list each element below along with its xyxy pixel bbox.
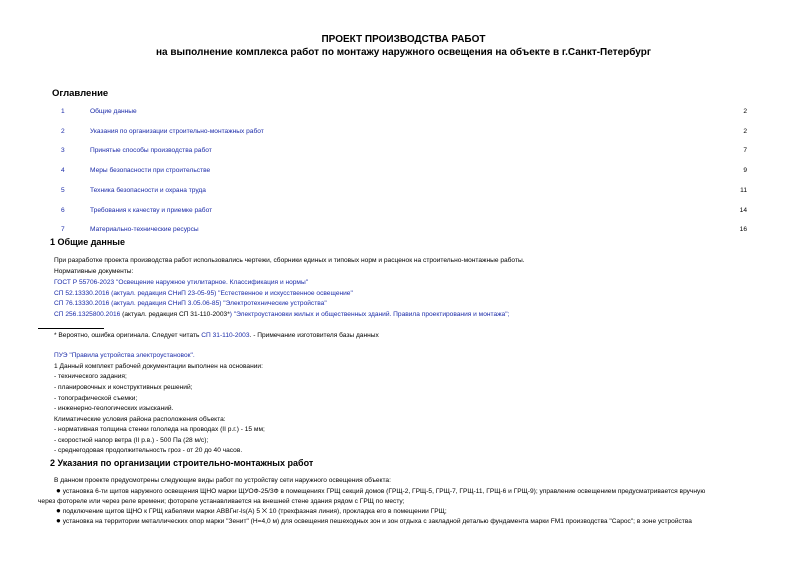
footnote-prefix: * Вероятно, ошибка оригинала. Следует читать — [54, 332, 202, 339]
toc-item-number: 3 — [61, 147, 65, 154]
footnote-divider — [38, 328, 104, 329]
toc-item-number: 5 — [61, 187, 65, 194]
toc-item-2[interactable] — [0, 128, 807, 139]
toc-item-link[interactable]: Меры безопасности при строительстве — [90, 167, 211, 174]
list-item: - планировочных и конструктивных решений; — [54, 384, 193, 391]
toc-item-page: 11 — [740, 187, 747, 194]
toc-item-link[interactable]: Требования к качеству и приемке работ — [90, 207, 213, 214]
toc-item-link[interactable]: Общие данные — [90, 108, 137, 115]
toc-item-page: 2 — [743, 108, 747, 115]
paragraph: В данном проекте предусмотрены следующие виды работ по устройству сети наружного освещения объекта: — [54, 477, 391, 484]
toc-item-number: 2 — [61, 128, 65, 135]
bullet-text: подключение щитов ЩНО к ГРЩ кабелями марки АВВГнг-ls(А) 5 ⨉ 10 (трехфазная линия), прокладка его в помещении ГРЩ; — [62, 508, 447, 515]
bullet-text: установка 6-ти щитов наружного освещения ЩНО марки ЩУОФ-25/3Ф в помещениях ГРЩ секций домов (ГРЩ-2, ГРЩ-5, ГРЩ-7, ГРЩ-11, ГРЩ-6 и ГРЩ-9); управление освещением предусматривается вручную — [62, 488, 706, 495]
bullet-icon: ● — [56, 506, 61, 515]
doc-link-part: (актуал. редакция СП 31-110-2003 — [120, 311, 228, 318]
toc-item-page: 9 — [743, 167, 747, 174]
bullet-continuation: через фотореле или через реле времени; фотореле устанавливается на внешней стене здания рядом с ГРЩ по месту; — [38, 498, 405, 505]
toc-item-3[interactable] — [0, 147, 807, 158]
toc-heading: Оглавление — [52, 88, 109, 99]
toc-item-4[interactable] — [0, 167, 807, 178]
bullet-item — [56, 488, 769, 495]
doc-link-part[interactable]: СП 256.1325800.2016 — [54, 311, 121, 318]
list-item: - нормативная толщина стенки гололеда на проводах (II р.г.) - 15 мм; — [54, 426, 265, 433]
bullet-text: установка на территории металлических опор марки "Зенит" (Н=4,0 м) для освещения пешеходных зон и зон отдыха с закладной деталью фундамента марки FM1 производства "Сарос"; в зоне устройства — [62, 518, 692, 525]
doc-link-part[interactable]: ) "Электроустановки жилых и общественных зданий. Правила проектирования и монтажа"; — [229, 311, 510, 318]
list-item: - среднегодовая продолжительность гроз - от 20 до 40 часов. — [54, 447, 243, 454]
toc-item-number: 1 — [61, 108, 65, 115]
section-1-heading: 1 Общие данные — [50, 237, 125, 247]
doc-link[interactable]: ГОСТ Р 55706-2023 "Освещение наружное утилитарное. Классификация и нормы" — [54, 279, 309, 286]
list-item: - топографической съемки; — [54, 395, 138, 402]
doc-link[interactable]: СП 76.13330.2016 (актуал. редакция СНиП 3.05.06-85) "Электротехнические устройства" — [54, 300, 327, 307]
basis-intro: 1 Данный комплект рабочей документации выполнен на основании: — [54, 363, 263, 370]
toc-item-5[interactable] — [0, 187, 807, 198]
toc-item-page: 16 — [739, 226, 747, 233]
document-title: ПРОЕКТ ПРОИЗВОДСТВА РАБОТ — [321, 34, 486, 45]
toc-item-number: 4 — [61, 167, 65, 174]
list-item: - скоростной напор ветра (II р.в.) - 500 Па (28 м/с); — [54, 437, 209, 444]
toc-item-page: 2 — [743, 128, 747, 135]
list-item: - технического задания; — [54, 373, 127, 380]
climate-intro: Климатические условия района расположения объекта: — [54, 416, 226, 423]
toc-item-link[interactable]: Указания по организации строительно-монтажных работ — [90, 128, 264, 135]
toc-item-link[interactable]: Техника безопасности и охрана труда — [90, 187, 206, 194]
bullet-icon: ● — [56, 488, 61, 495]
bullet-icon: ● — [56, 518, 61, 525]
toc-item-link[interactable]: Принятые способы производства работ — [90, 147, 212, 154]
document-subtitle: на выполнение комплекса работ по монтажу наружного освещения на объекте в г.Санкт-Петербург — [156, 47, 651, 58]
pue-link[interactable]: ПУЭ "Правила устройства электроустановок". — [54, 352, 195, 359]
toc-item-page: 14 — [739, 207, 747, 214]
section-2-heading: 2 Указания по организации строительно-монтажных работ — [50, 458, 314, 468]
doc-link[interactable]: СП 52.13330.2016 (актуал. редакция СНиП 23-05-95) "Естественное и искусственное освещение" — [54, 290, 353, 297]
bullet-item — [56, 508, 447, 516]
footnote-marker: * — [227, 311, 230, 318]
doc-link-sp256[interactable] — [54, 311, 509, 318]
paragraph: При разработке проекта производства работ использовались чертежи, сборники единых и типовых норм и расценок на строительно-монтажные работы. — [54, 257, 525, 264]
bullet-item — [56, 518, 769, 525]
toc-item-number: 7 — [61, 226, 65, 233]
toc-item-6[interactable] — [0, 207, 807, 218]
toc-item-link[interactable]: Материально-технические ресурсы — [90, 226, 199, 233]
footnote — [54, 332, 379, 339]
footnote-suffix: . - Примечание изготовителя базы данных — [249, 332, 379, 339]
toc-item-7[interactable] — [0, 226, 807, 237]
list-item: - инженерно-геологических изысканий. — [54, 405, 174, 412]
norms-label: Нормативные документы: — [54, 268, 134, 275]
footnote-link[interactable]: СП 31-110-2003 — [201, 332, 250, 339]
toc-item-number: 6 — [61, 207, 65, 214]
toc-item-1[interactable] — [0, 108, 807, 119]
toc-item-page: 7 — [743, 147, 747, 154]
